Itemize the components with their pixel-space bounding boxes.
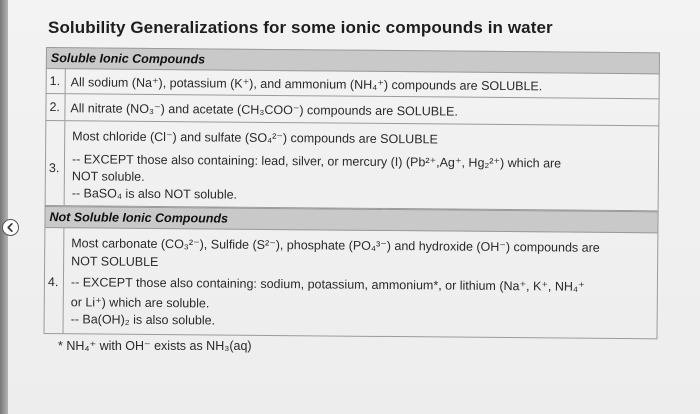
rule-text-line: NOT soluble. <box>71 169 145 184</box>
rule-text-line: -- EXCEPT those also containing: lead, silver, or mercury (I) (Pb²⁺,Ag⁺, Hg₂²⁺) which are <box>71 152 562 171</box>
rule-text: All sodium (Na⁺), potassium (K⁺), and ammonium (NH₄⁺) compounds are SOLUBLE. <box>70 75 543 94</box>
rule-number: 4. <box>47 275 59 290</box>
number-divider <box>64 121 66 205</box>
rule-text-line: -- Ba(OH)₂ is also soluble. <box>70 312 216 328</box>
number-divider <box>65 69 66 93</box>
rule-text-line: NOT SOLUBLE <box>71 254 159 269</box>
rule-row-4 <box>43 228 658 339</box>
number-divider <box>63 228 65 333</box>
chevron-left-icon <box>5 222 16 233</box>
number-divider <box>64 94 65 120</box>
soluble-header-label: Soluble Ionic Compounds <box>50 51 206 67</box>
solubility-table <box>43 47 660 352</box>
not-soluble-header-label: Not Soluble Ionic Compounds <box>49 210 229 226</box>
rule-number: 2. <box>49 100 60 115</box>
rule-text: All nitrate (NO₃⁻) and acetate (CH₃COO⁻) compounds are SOLUBLE. <box>70 101 458 119</box>
back-button[interactable] <box>2 219 19 236</box>
footnote: * NH₄⁺ with OH⁻ exists as NH₃(aq) <box>58 339 252 353</box>
rule-text-line: Most carbonate (CO₃²⁻), Sulfide (S²⁻), phosphate (PO₄³⁻) and hydroxide (OH⁻) compounds are <box>71 236 600 255</box>
rule-text-line: -- BaSO₄ is also NOT soluble. <box>71 186 238 202</box>
rule-text-line: Most chloride (Cl⁻) and sulfate (SO₄²⁻) compounds are SOLUBLE <box>72 129 438 147</box>
left-bezel <box>0 0 8 414</box>
rule-row-3 <box>45 121 660 211</box>
rule-text-line: -- EXCEPT those also containing: sodium, potassium, ammonium*, or lithium (Na⁺, K⁺, NH₄⁺ <box>70 275 585 294</box>
rule-text-line: or Li⁺) which are soluble. <box>70 295 210 311</box>
rule-number: 1. <box>49 74 61 89</box>
page-title: Solubility Generalizations for some ionic compounds in water <box>48 18 553 37</box>
rule-number: 3. <box>48 161 60 176</box>
